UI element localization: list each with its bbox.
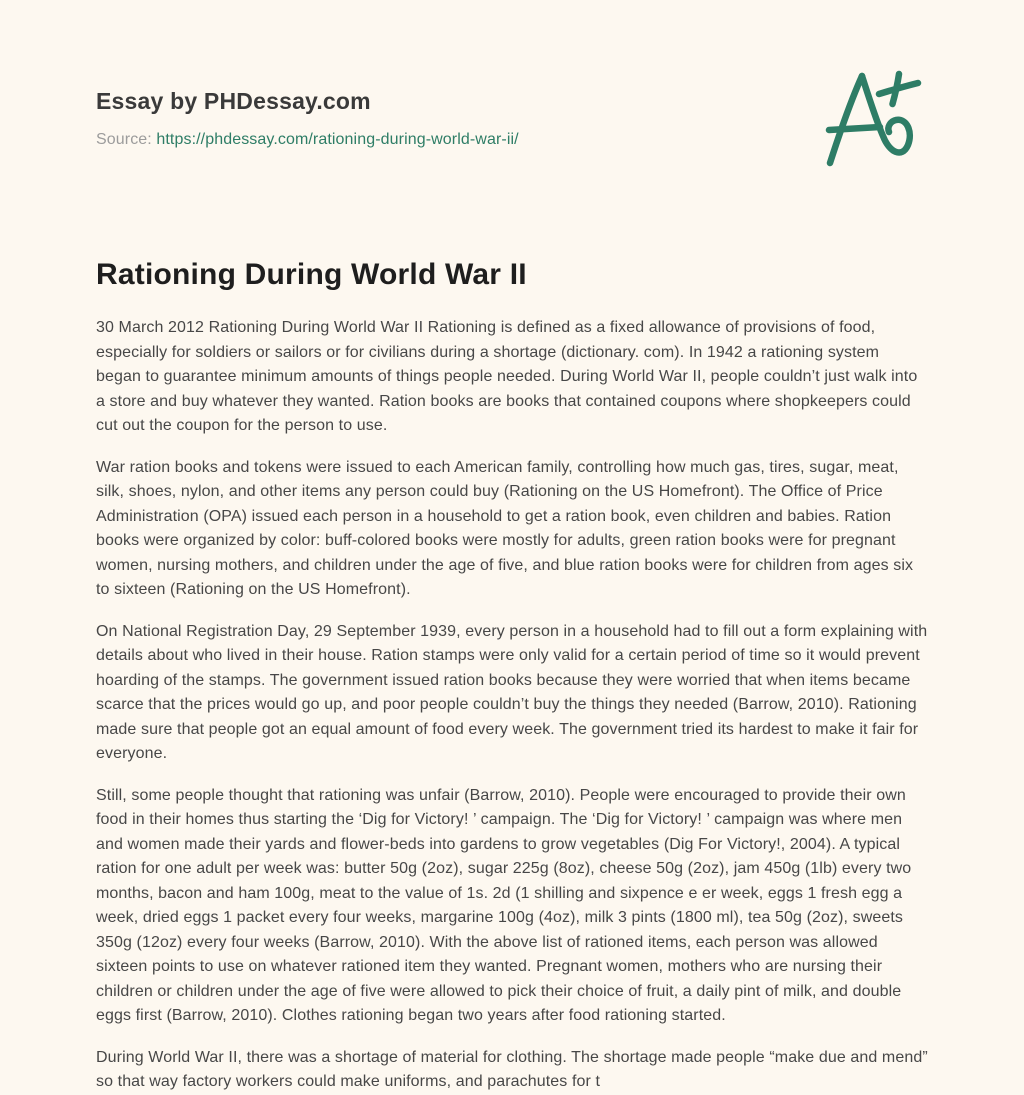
header-text-block (96, 88, 519, 149)
page-header (96, 88, 928, 172)
source-link[interactable]: https://phdessay.com/rationing-during-world-war-ii/ (156, 131, 519, 148)
brand-title: Essay by PHDessay.com (96, 88, 371, 114)
paragraph: During World War II, there was a shortage of material for clothing. The shortage made people “make due and mend” so that way factory workers could make uniforms, and parachutes for t (96, 1048, 928, 1090)
paragraph: Still, some people thought that rationing was unfair (Barrow, 2010). People were encouraged to provide their own food in their homes thus starting the ‘Dig for Victory! ’ campaign. The ‘Dig for Victory! ’ campaign was where men and women made their yards and flower-beds into gardens to grow vegetables (Dig For Victory!, 2004). A typical ration for one adult per week was: butter 50g (2oz), sugar 225g (8oz), cheese 50g (2oz), jam 450g (1lb) every two months, bacon and ham 100g, meat to the value of 1s. 2d (1 shilling and sixpence e er week, eggs 1 fresh egg a week, dried eggs 1 packet every four weeks, margarine 100g (4oz), milk 3 pints (1800 ml), tea 50g (2oz), sweets 350g (12oz) every four weeks (Barrow, 2010). With the above list of rationed items, each person was allowed sixteen points to use on whatever rationed item they wanted. Pregnant women, mothers who are nursing their children or children under the age of five were allowed to pick their choice of fruit, a daily pint of milk, and double eggs first (Barrow, 2010). Clothes rationing began two years after food rationing started. (96, 786, 912, 1024)
source-label: Source: (96, 131, 152, 148)
paragraph: War ration books and tokens were issued to each American family, controlling how much gas, tires, sugar, meat, silk, shoes, nylon, and other items any person could buy (Rationing on the US Homefront). The Office of Price Administration (OPA) issued each person in a household to get a ration book, even children and babies. Ration books were organized by color: buff-colored books were mostly for adults, green ration books were for pregnant women, nursing mothers, and children under the age of five, and blue ration books were for children from ages six to sixteen (Rationing on the US Homefront). (96, 458, 914, 598)
article-body (96, 316, 928, 1095)
paragraph: 30 March 2012 Rationing During World War II Rationing is defined as a fixed allowance of provisions of food, especially for soldiers or sailors or for civilians during a shortage (dictionary. com). In 1942 a rationing system began to guarantee minimum amounts of things people needed. During World War II, people couldn’t just walk into a store and buy whatever they wanted. Ration books are books that contained coupons where shopkeepers could cut out the coupon for the person to use. (96, 319, 918, 434)
a-plus-logo-icon (822, 66, 922, 172)
source-line (96, 131, 519, 149)
paragraph: On National Registration Day, 29 September 1939, every person in a household had to fill out a form explaining with details about who lived in their house. Ration stamps were only valid for a certain period of time so it would prevent hoarding of the stamps. The government issued ration books because they were worried that when items became scarce that the prices would go up, and poor people couldn’t buy the things they needed (Barrow, 2010). Rationing made sure that people got an equal amount of food every week. The government tried its hardest to make it fair for everyone. (96, 622, 928, 762)
page-title: Rationing During World War II (96, 258, 527, 291)
